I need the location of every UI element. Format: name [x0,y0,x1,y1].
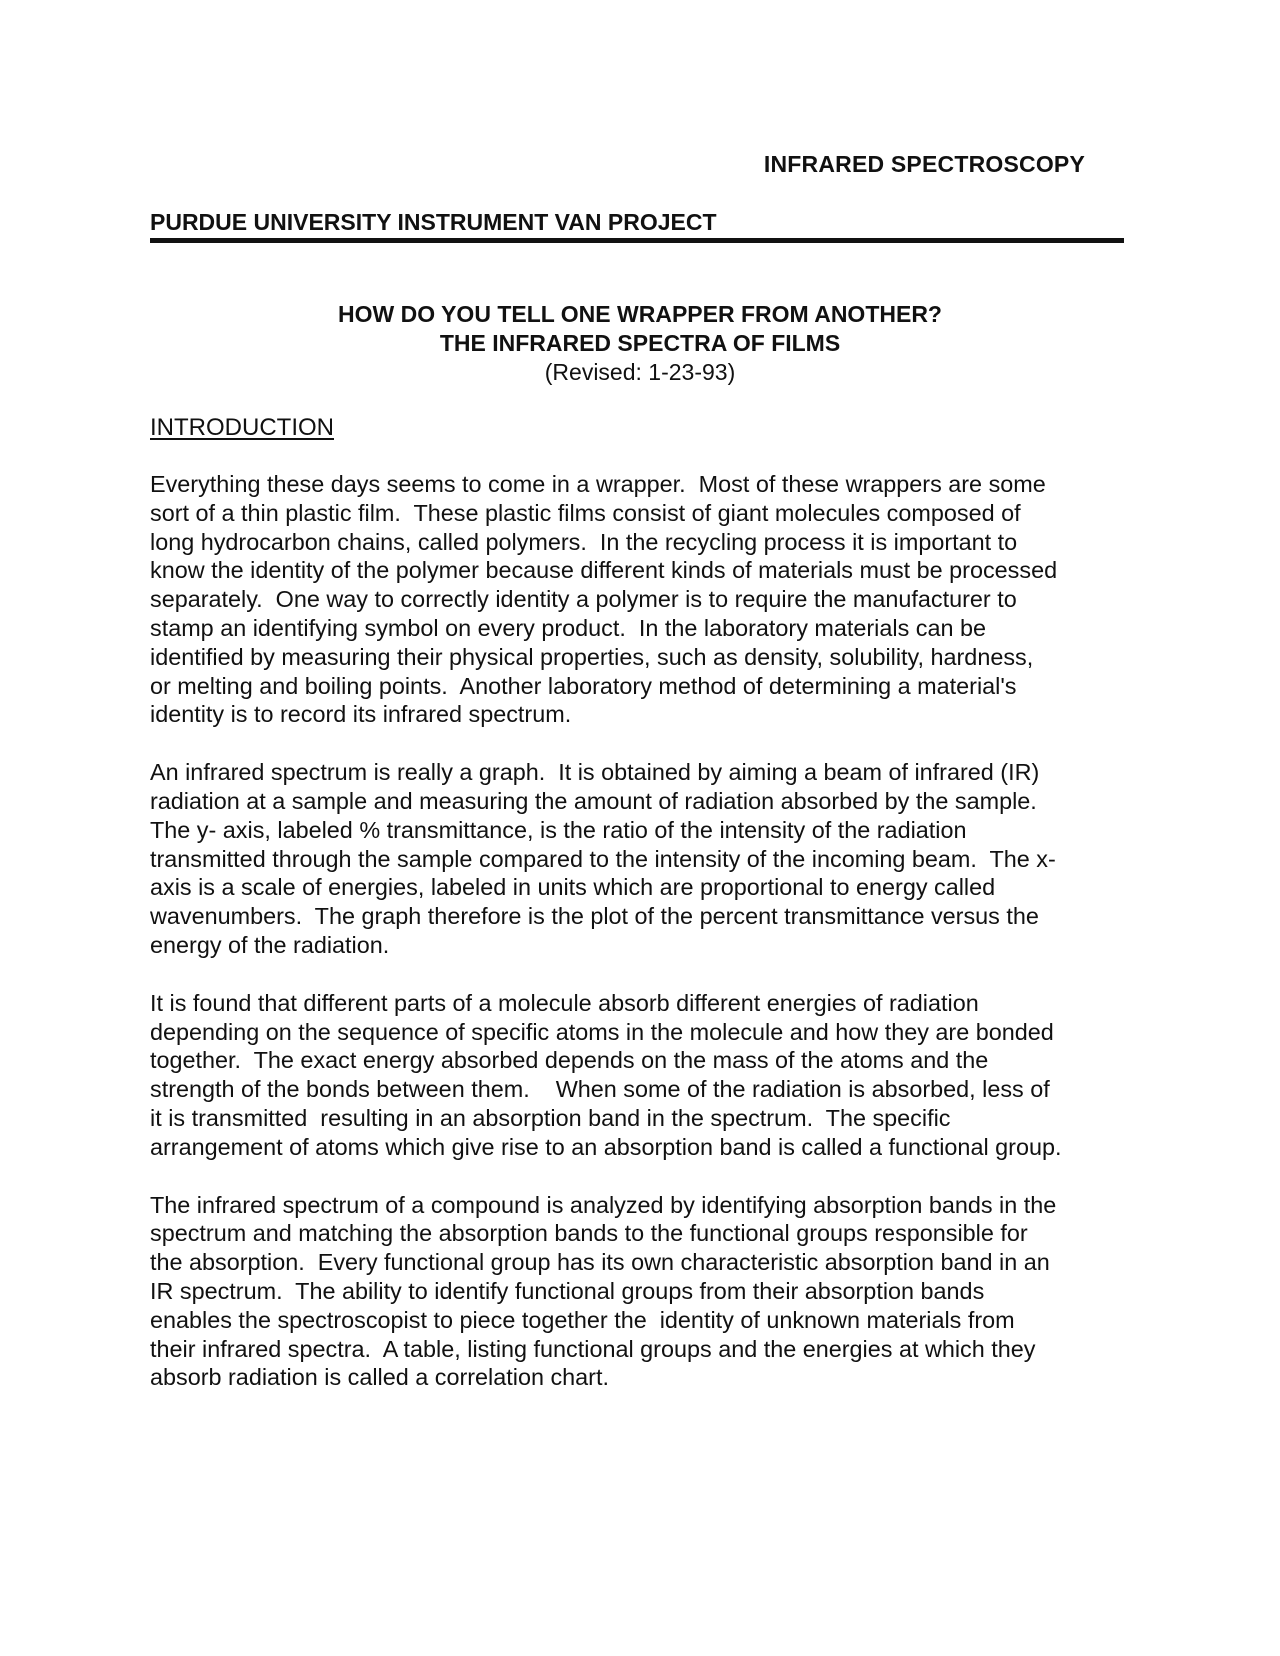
section-heading-introduction: INTRODUCTION [150,414,334,441]
text-line: know the identity of the polymer because different kinds of materials must be processed [150,557,1058,584]
text-line: energy of the radiation. [150,931,390,958]
header-rule [150,238,1124,243]
paragraph-3 [150,989,1130,1162]
text-line: The y- axis, labeled % transmittance, is the ratio of the intensity of the radiation [150,816,967,843]
text-line: radiation at a sample and measuring the amount of radiation absorbed by the sample. [150,787,1037,814]
text-line: The infrared spectrum of a compound is analyzed by identifying absorption bands in the [150,1191,1057,1218]
text-line: It is found that different parts of a molecule absorb different energies of radiation [150,989,979,1016]
course-title: INFRARED SPECTROSCOPY [763,151,1085,177]
text-line: strength of the bonds between them. When some of the radiation is absorbed, less of [150,1076,1050,1103]
text-line: IR spectrum. The ability to identify functional groups from their absorption bands [150,1277,985,1304]
text-line: separately. One way to correctly identity a polymer is to require the manufacturer to [150,586,1017,613]
text-line: spectrum and matching the absorption bands to the functional groups responsible for [150,1220,1028,1247]
text-line: stamp an identifying symbol on every product. In the laboratory materials can be [150,614,986,641]
paragraph-2 [150,758,1130,960]
text-line: depending on the sequence of specific atoms in the molecule and how they are bonded [150,1018,1054,1045]
text-line: identity is to record its infrared spectrum. [150,701,572,728]
text-line: together. The exact energy absorbed depends on the mass of the atoms and the [150,1047,989,1074]
document-title-block [0,300,1280,387]
text-line: wavenumbers. The graph therefore is the plot of the percent transmittance versus the [150,903,1039,930]
text-line: their infrared spectra. A table, listing functional groups and the energies at which they [150,1335,1036,1362]
introduction-body [150,470,1130,1421]
text-line: Everything these days seems to come in a wrapper. Most of these wrappers are some [150,471,1046,497]
text-line: long hydrocarbon chains, called polymers. In the recycling process it is important to [150,528,1018,555]
text-line: enables the spectroscopist to piece together the identity of unknown materials from [150,1306,1015,1333]
paragraph-1 [150,470,1130,729]
text-line: the absorption. Every functional group has its own characteristic absorption band in an [150,1249,1050,1276]
text-line: transmitted through the sample compared to the intensity of the incoming beam. The x- [150,845,1056,872]
text-line: absorb radiation is called a correlation chart. [150,1364,609,1391]
text-line: or melting and boiling points. Another laboratory method of determining a material's [150,672,1017,699]
text-line: identified by measuring their physical properties, such as density, solubility, hardness, [150,643,1034,670]
organization-name: PURDUE UNIVERSITY INSTRUMENT VAN PROJECT [150,209,717,235]
paragraph-4 [150,1191,1130,1393]
text-line: sort of a thin plastic film. These plastic films consist of giant molecules composed of [150,499,1021,526]
text-line: axis is a scale of energies, labeled in units which are proportional to energy called [150,874,996,901]
document-title-line-1: HOW DO YOU TELL ONE WRAPPER FROM ANOTHER? [338,301,942,327]
revision-date: (Revised: 1-23-93) [544,359,736,385]
text-line: it is transmitted resulting in an absorption band in the spectrum. The specific [150,1104,951,1131]
document-title-line-2: THE INFRARED SPECTRA OF FILMS [439,330,841,356]
text-line: arrangement of atoms which give rise to an absorption band is called a functional group. [150,1133,1062,1160]
text-line: An infrared spectrum is really a graph. It is obtained by aiming a beam of infrared (IR) [150,759,1040,786]
